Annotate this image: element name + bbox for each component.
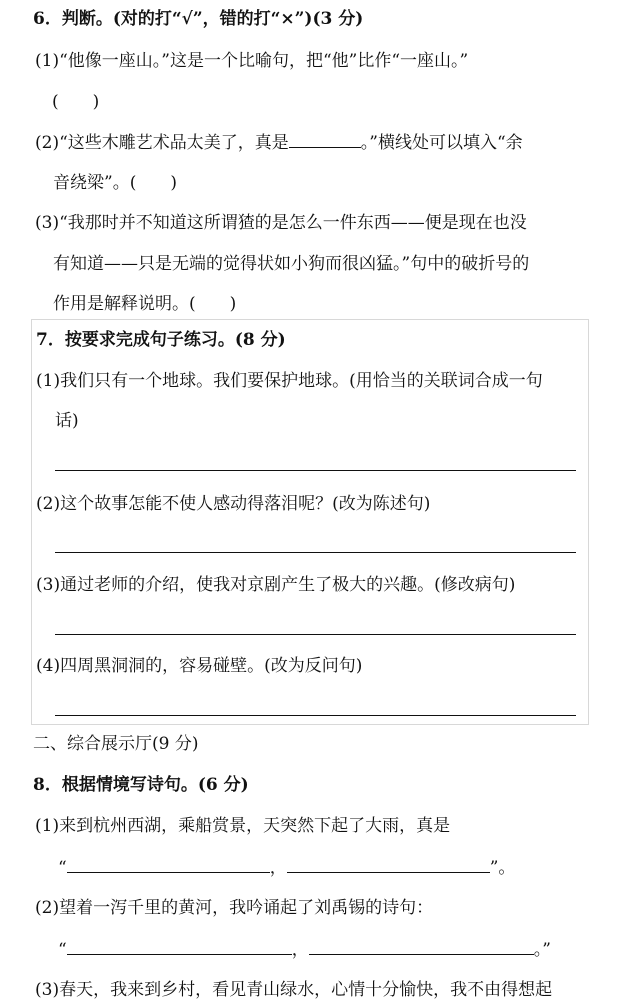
q7-item1-answer-line[interactable] [55,470,576,471]
q6-item1-line1: (1)“他像一座山。”这是一个比喻句，把“他”比作“一座山。” [35,51,469,71]
q8-item1-line1: (1)来到杭州西湖，乘船赏景，天突然下起了大雨，真是 [35,816,451,836]
q8-item1-open-quote: “ [58,858,67,878]
q6-item2-line2: 音绕梁”。( ) [53,173,177,193]
q8-header: 8．根据情境写诗句。(6 分) [33,775,249,795]
q7-item1-line1: (1)我们只有一个地球。我们要保护地球。(用恰当的关联词合成一句 [36,371,543,391]
q8-item3-line1: (3)春天，我来到乡村，看见青山绿水，心情十分愉快，我不由得想起 [35,980,553,1000]
q6-header: 6．判断。(对的打“√”，错的打“×”)(3 分) [33,9,364,29]
q7-item2-line1: (2)这个故事怎能不使人感动得落泪呢？(改为陈述句) [36,494,431,514]
q7-item4-line1: (4)四周黑洞洞的，容易碰壁。(改为反问句) [36,656,363,676]
q7-item3-answer-line[interactable] [55,634,576,635]
q6-item3-line2: 有知道——只是无端的觉得状如小狗而很凶猛。”句中的破折号的 [53,254,530,274]
q6-item2-blank[interactable] [289,131,361,148]
q7-item2-answer-line[interactable] [55,552,576,553]
q8-item2-line1: (2)望着一泻千里的黄河，我吟诵起了刘禹锡的诗句： [35,898,434,918]
q8-item2-line2 [58,938,551,961]
q6-item1-answer-paren[interactable]: ( ) [52,92,100,112]
q8-item2-blank1[interactable] [67,938,292,955]
q8-item1-blank2[interactable] [287,856,490,873]
q7-item3-line1: (3)通过老师的介绍，使我对京剧产生了极大的兴趣。(修改病句) [36,575,516,595]
q8-item1-close: ”。 [489,858,516,878]
q6-item3-line3: 作用是解释说明。( ) [53,294,237,314]
q8-item2-comma: ， [291,940,309,960]
q8-item2-blank2[interactable] [309,938,534,955]
q6-item2-text-a: (2)“这些木雕艺术品太美了，真是 [35,133,289,153]
section2-title: 二、综合展示厅(9 分) [33,734,199,754]
q6-item2-line1 [35,131,523,154]
q8-item1-comma: ， [269,858,287,878]
q7-item4-answer-line[interactable] [55,715,576,716]
q6-item2-text-b: 。”横线处可以填入“余 [360,133,523,153]
q8-item1-blank1[interactable] [67,856,270,873]
q8-item1-line2 [58,856,515,879]
q8-item2-close: 。” [533,940,551,960]
q7-header: 7．按要求完成句子练习。(8 分) [36,330,286,350]
q6-item3-line1: (3)“我那时并不知道这所谓猹的是怎么一件东西——便是现在也没 [35,213,527,233]
q8-item2-open-quote: “ [58,940,67,960]
q7-item1-line2: 话) [55,411,79,431]
